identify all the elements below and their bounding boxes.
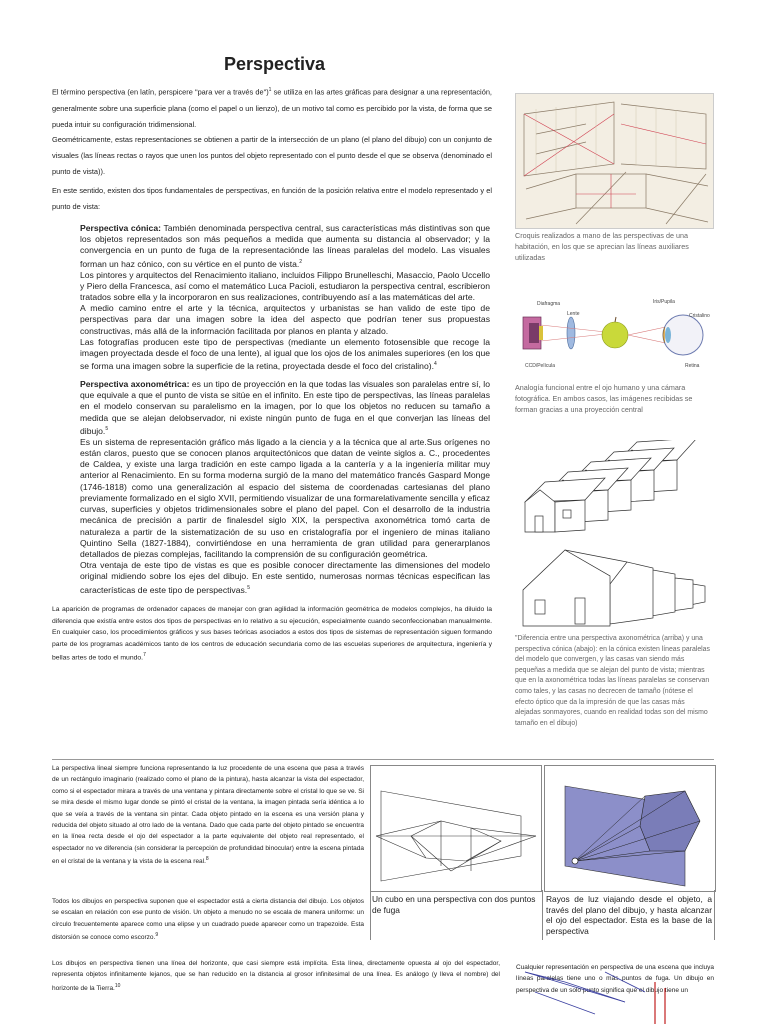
intro-paragraph-3: En este sentido, existen dos tipos fundamentales de perspectivas, en función de la posición relativa entre el modelo representado y el punto de vista:: [52, 186, 492, 212]
eye-camera-svg: [515, 295, 712, 375]
rayos-figure: [544, 765, 716, 892]
fig-divider-mid: [542, 890, 543, 940]
ordenador-paragraph: La aparición de programas de ordenador capaces de manejar con gran agilidad la información geométrica de modelos complejos, ha diluido la diferencia que existía entre estos dos tipos de perspectivas en lo relativo a su ejecución, especialmente cuando seconfeccionaban manualmente. En cualquier caso, los procedimientos gráficos y sus bases teóricas asociados a estos dos tipos de sistemas de representación siguen formando parte de los programas académicos tanto de los centros de educación secundaria como de las escuelas superiores de arquitectura, ingeniería y bellas artes de todo el mundo.$^7$: [52, 606, 492, 662]
page-title: Perspectiva: [224, 54, 326, 74]
fig-divider-right: [714, 890, 715, 940]
rayos-svg: [545, 766, 715, 891]
label-ccd: CCD/Película: [525, 363, 556, 369]
lineal-paragraph-1: La perspectiva lineal siempre funciona representando la luz procedente de una escena que pasa a través de un rectángulo imaginario (realizado como el plano de la pintura), hasta alcanzar la vista del espectador, como si el espectador mirara a través de una ventana y pintara directamente sobre el cristal lo que se ve. Si se mira desde el mismo lugar donde se pintó el cristal de la ventana, la imagen pintada sería idéntica a lo que se veía a través de la ventana sin pintar. Cada objeto pintado en la escena es una versión plana y reducida del objeto situado al otro lado de la ventana. Dado que cada parte del objeto pintado se encuentra en la línea recta desde el ojo del espectador a la parte equivalente del objeto real representado, el espectador no ve diferencia (sin considerar la percepción de profundidad binocular) entre la escena pintada en el cristal de la ventana y la vista de la escena real.$^8$: [52, 765, 364, 866]
section-divider: [52, 759, 714, 760]
axonometrica-section: Perspectiva axonométrica: es un tipo de proyección en la que todas las visuales son paralelas entre sí, lo que equivale a que el punto de vista se sitúe en el infinito. En este tipo de perspectivas, las líneas paralelas en el modelo conservan su paralelismo en la imagen, por lo que los objetos no reducen su tamaño a medida que se alejan delobservador, ni existe ningún punto de fuga en el que converjan las líneas del dibujo.$^5$ Es un sistema de representación gráfico más ligado a la ciencia y a la técnica que al arte.Sus orígenes no están claros, puesto que se conocen planos arquitectónicos que datan de veinte siglos a. C., procedentes de Caldea, y existe una larga tradición en este campo ligada a la cantería y a la ingeniería militar muy anterior al Renacimiento. En su forma moderna surgió de la mano del matemático francés Gaspard Monge (1746-1818) como una generalización al espacio del sistema de coordenadas cartesianas del plano previamente formalizado en el siglo XVII, permitiendo visualizar de una formarelativamente sencilla y eficaz curvas, superficies y objetos tridimensionales sobre el plano del papel. Con el desarrollo de la industria mecánica de precisión a partir de finalesdel siglo XIX, la perspectiva axonométrica tomó carta de naturaleza a partir de la sistematización de su uso en cristalografía por el ingeniero de minas italiano Quintino Sella (1827-1884), convirtiéndose en una herramienta de gran utilidad para generarplanos detallados de piezas complejas, facilitando la comprensión de su configuración geométrica. Otra ventaja de este tipo de vistas es que es posible conocer directamente las dimensiones del modelo original midiendo sobre los ejes del dibujo. En este sentido, numerosas normas técnicas especifican las características de este tipo de perspectivas.$^5$: [80, 379, 490, 595]
label-diafragma: Diafragma: [537, 301, 561, 307]
croquis-image: [515, 93, 714, 229]
houses-caption: "Diferencia entre una perspectiva axonométrica (arriba) y una perspectiva cónica (abajo): en la cónica existen líneas paralelas del modelo que convergen, y las casas van siendo más pequeñas a medida que se alejan del punto de vista; mientras que en la axonométrica todas las líneas paralelas se conservan como tales, y las casas no decrecen de tamaño (nótese el efecto óptico que da la impresión de que las casas más alejadas sonmayores, cuando en realidad todas son del mismo tamaño en el dibujo): [515, 635, 710, 727]
lineal-paragraph-3: Los dibujos en perspectiva tienen una línea del horizonte, que casi siempre está implícita. Esta línea, directamente opuesta al ojo del espectador, representa objetos infinitamente lejanos, que se han reducido en la distancia al grosor infinitesimal de una línea. Es análogo (y lleva el nombre) del horizonte de la Tierra.$^{10}$: [52, 960, 500, 992]
lineal-paragraph-2: Todos los dibujos en perspectiva suponen que el espectador está a cierta distancia del dibujo. Los objetos se escalan en relación con ese punto de visión. Un objeto a menudo no se escala de manera uniforme: un círculo frecuentemente aparece como una elipse y un cuadrado puede aparecer como un trapezoide. Esta distorsión se conoce como escorzo.$^9$: [52, 898, 364, 942]
eye-camera-diagram: [515, 295, 712, 375]
label-iris: Iris/Pupila: [653, 299, 675, 305]
eye-caption: Analogía funcional entre el ojo humano y una cámara fotográfica. En ambos casos, las imágenes recibidas se forman gracias a una proyección central: [515, 383, 693, 414]
rayos-caption: Rayos de luz viajando desde el objeto, a través del plano del dibujo, y hasta alcanzar el ojo del espectador. Esta es la base de la perspectiva: [546, 894, 712, 936]
label-retina: Retina: [685, 363, 700, 369]
lineal-paragraph-4: Cualquier representación en perspectiva de una escena que incluya líneas paralelas tiene uno o más puntos de fuga. Un dibujo en perspectiva de un solo punto significa que el dibujo tiene un: [516, 964, 714, 994]
intro-paragraph-2: Geométricamente, estas representaciones se obtienen a partir de la intersección de un plano (el plano del dibujo) con un conjunto de visuales (las líneas rectas o rayos que unen los puntos del objeto representado con el punto desde el que se observa (denominado el punto de vista)).: [52, 135, 492, 177]
bottom-sketch-svg: [505, 962, 715, 1024]
croquis-sketch: [516, 94, 713, 228]
houses-axono-svg: [515, 440, 712, 540]
houses-conica-svg: [515, 546, 712, 630]
intro-paragraph-1: El término perspectiva (en latín, perspicere "para ver a través de")$^1$ se utiliza en las artes gráficas para designar a una representación, generalmente sobre una superficie plana (como el papel o un lienzo), de un motivo tal como es percibido por la vista, de forma que se pueda intuir su configuración tridimensional.: [52, 87, 492, 129]
croquis-caption: Croquis realizados a mano de las perspectivas de una habitación, en los que se aprecian las líneas auxiliares utilizadas: [515, 231, 689, 262]
fig-divider-left: [370, 890, 371, 940]
cubo-svg: [371, 766, 541, 891]
cubo-caption: Un cubo en una perspectiva con dos puntos de fuga: [372, 894, 536, 915]
houses-conica: [515, 546, 712, 630]
label-lente: Lente: [567, 311, 580, 317]
label-cristalino: Cristalino: [689, 313, 710, 319]
cubo-figure: [370, 765, 542, 892]
houses-axonometric: [515, 440, 712, 540]
conica-section: Perspectiva cónica: También denominada perspectiva central, sus características más distintivas son que los objetos representados son más pequeños a medida que aumenta su distancia al observador; y la convergencia en un punto de fuga de la representaciónde las líneas paralelas del modelo. Las visuales forman un haz cónico, con su vértice en el punto de vista.$^2$ Los pintores y arquitectos del Renacimiento italiano, incluidos Filippo Brunelleschi, Masaccio, Paolo Uccello y Piero della Francesca, así como el matemático Luca Pacioli, estudiaron la perspectiva central, escribieron tratados sobre ella y la incorporaron en sus realizaciones, contribuyendo así a las matemáticas del arte. A medio camino entre el arte y la técnica, arquitectos y urbanistas se han valido de este tipo de perspectivas para dar una imagen sobre la idea del aspecto que podrían tener sus propuestas constructivas, más allá de la información facilitada por planos en planta y alzado. Las fotografías producen este tipo de perspectivas (mediante un elemento fotosensible que recoge la imagen proyectada desde el foco de una lente), al igual que los ojos de los animales superiores (en los que se forma una imagen sobre la superficie de la retina, proyectada desde el foco del cristalino).$^4$: [80, 223, 491, 372]
bottom-sketch: [505, 962, 715, 1024]
